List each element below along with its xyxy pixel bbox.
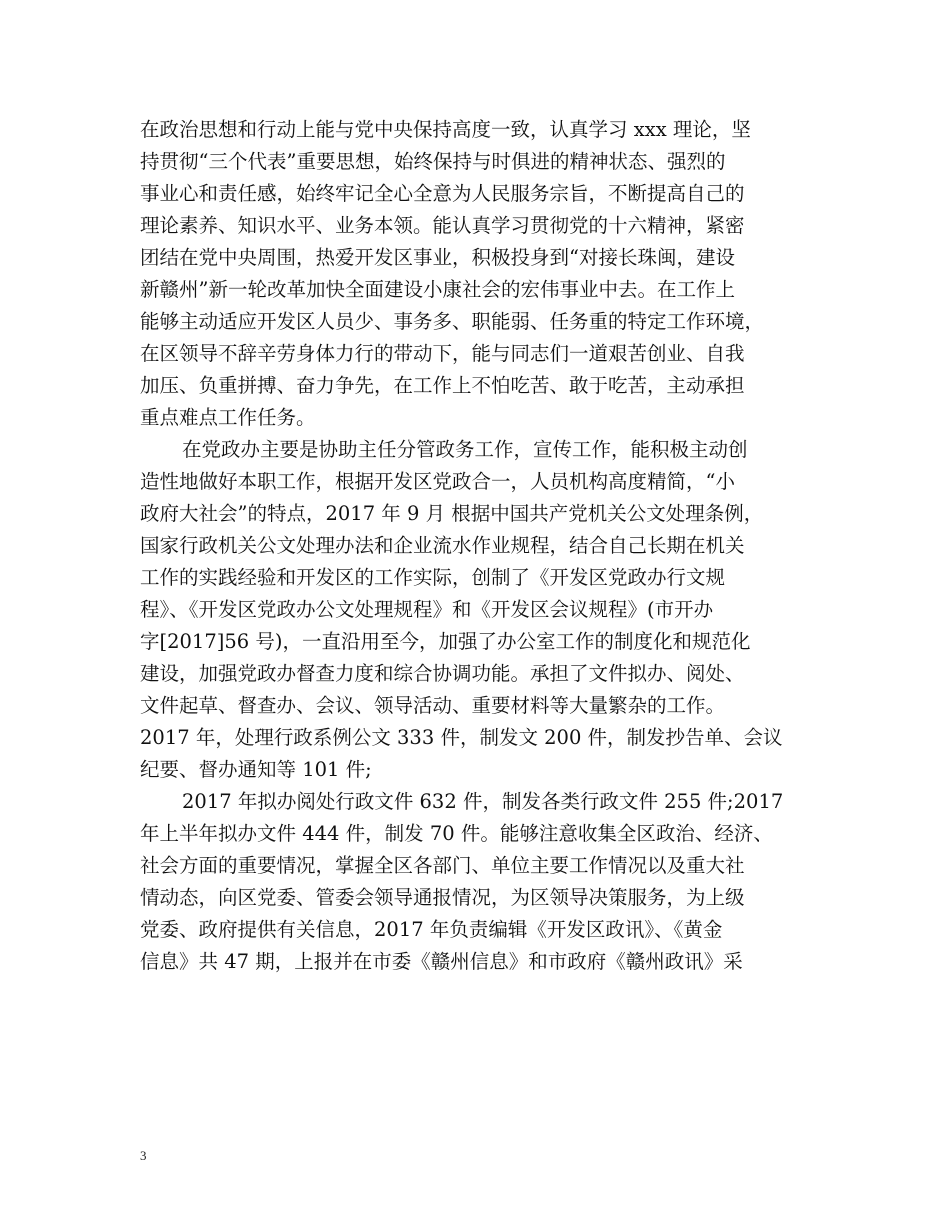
text-line: 在区领导不辞辛劳身体力行的带动下，能与同志们一道艰苦创业、自我 (140, 342, 745, 365)
text-line: 政府大社会”的特点，2017 年 9 月 根据中国共产党机关公文处理条例， (140, 502, 764, 525)
text-line: 信息》共 47 期，上报并在市委《赣州信息》和市政府《赣州政讯》采 (140, 950, 743, 973)
text-line: 建设，加强党政办督查力度和综合协调功能。承担了文件拟办、阅处、 (140, 662, 745, 685)
text-line: 纪要、督办通知等 101 件; (140, 758, 372, 781)
paragraph-1 (140, 114, 812, 434)
text-line: 2017 年拟办阅处行政文件 632 件，制发各类行政文件 255 件;2017 (182, 790, 784, 813)
page-number: 3 (140, 1148, 147, 1163)
text-line: 持贯彻“三个代表”重要思想，始终保持与时俱进的精神状态、强烈的 (140, 150, 726, 173)
text-line: 在政治思想和行动上能与党中央保持高度一致，认真学习 xxx 理论，坚 (140, 118, 751, 141)
text-line: 工作的实践经验和开发区的工作实际，创制了《开发区党政办行文规 (140, 566, 726, 589)
text-line: 团结在党中央周围，热爱开发区事业，积极投身到“对接长珠闽，建设 (140, 246, 735, 269)
text-line: 文件起草、督查办、会议、领导活动、重要材料等大量繁杂的工作。 (140, 694, 726, 717)
text-line: 国家行政机关公文处理办法和企业流水作业规程，结合自己长期在机关 (140, 534, 745, 557)
text-line: 重点难点工作任务。 (140, 406, 316, 429)
paragraph-2 (140, 434, 812, 786)
paragraph-3 (140, 786, 812, 978)
text-line: 2017 年，处理行政系例公文 333 件，制发文 200 件，制发抄告单、会议 (140, 726, 783, 749)
text-line: 年上半年拟办文件 444 件，制发 70 件。能够注意收集全区政治、经济、 (140, 822, 773, 845)
text-line: 新赣州”新一轮改革加快全面建设小康社会的宏伟事业中去。在工作上 (140, 278, 735, 301)
text-line: 理论素养、知识水平、业务本领。能认真学习贯彻党的十六精神，紧密 (140, 214, 745, 237)
text-line: 字[2017]56 号)，一直沿用至今，加强了办公室工作的制度化和规范化 (140, 630, 751, 653)
text-line: 党委、政府提供有关信息，2017 年负责编辑《开发区政讯》、《黄金 (140, 918, 723, 941)
body-text (140, 114, 812, 978)
text-line: 情动态，向区党委、管委会领导通报情况，为区领导决策服务，为上级 (140, 886, 745, 909)
text-line: 社会方面的重要情况，掌握全区各部门、单位主要工作情况以及重大社 (140, 854, 745, 877)
text-line: 程》、《开发区党政办公文处理规程》和《开发区会议规程》(市开办 (140, 598, 714, 621)
text-line: 能够主动适应开发区人员少、事务多、职能弱、任务重的特定工作环境， (140, 310, 765, 333)
text-line: 在党政办主要是协助主任分管政务工作，宣传工作，能积极主动创 (182, 438, 748, 461)
text-line: 事业心和责任感，始终牢记全心全意为人民服务宗旨，不断提高自己的 (140, 182, 745, 205)
text-line: 造性地做好本职工作，根据开发区党政合一，人员机构高度精简，“小 (140, 470, 735, 493)
text-line: 加压、负重拼搏、奋力争先，在工作上不怕吃苦、敢于吃苦，主动承担 (140, 374, 745, 397)
